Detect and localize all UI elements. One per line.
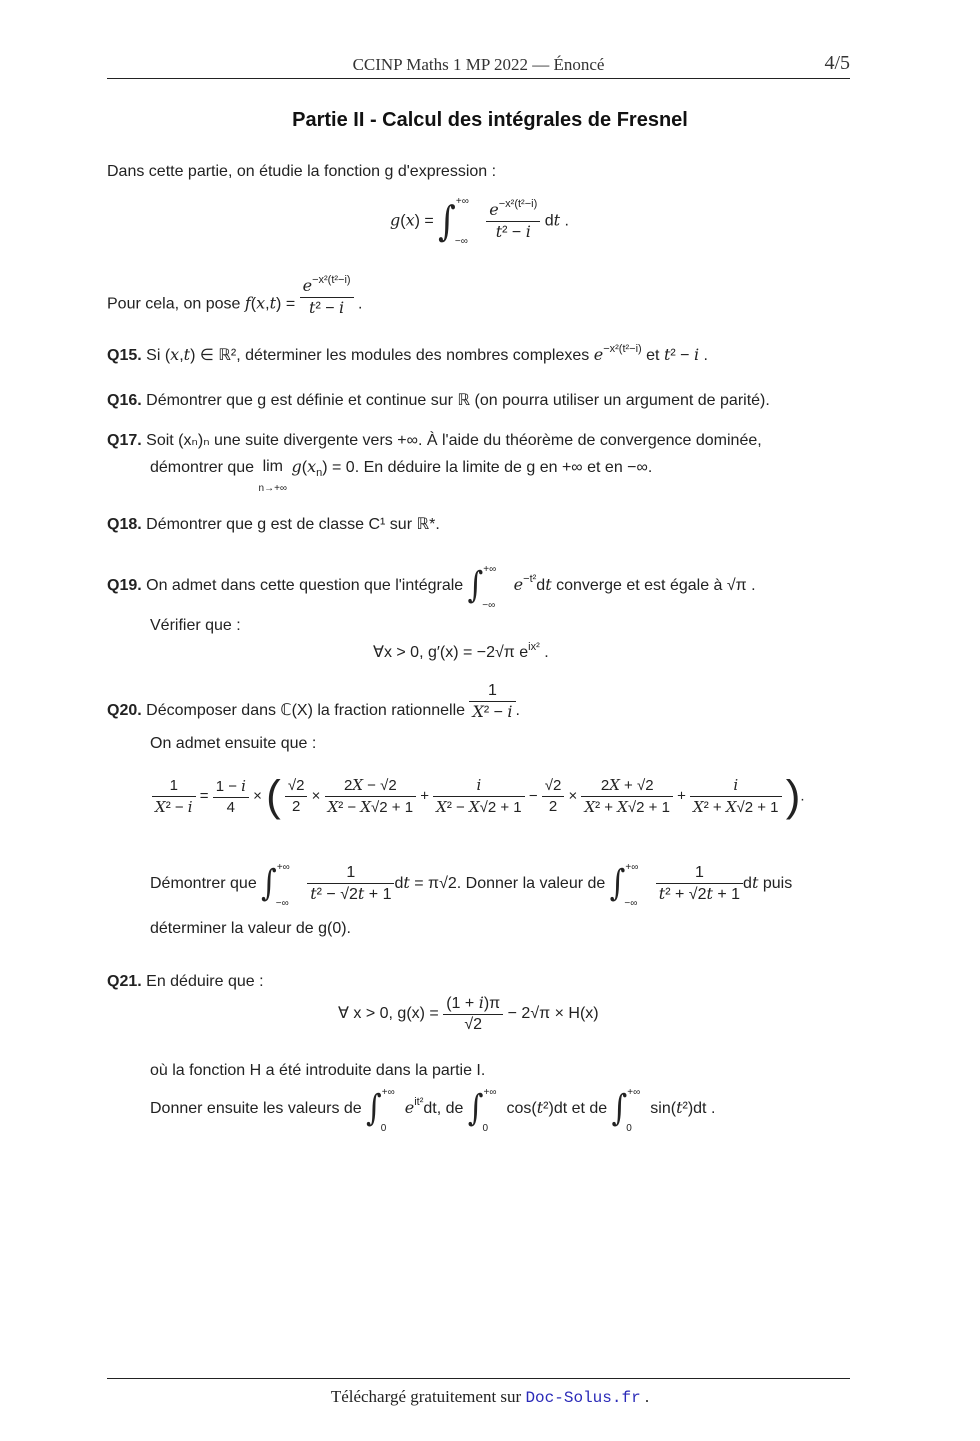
q21-text: En déduire que :: [146, 973, 264, 990]
question-18: [107, 515, 440, 535]
doc-solus-link[interactable]: Doc-Solus.fr: [525, 1389, 641, 1407]
q19-formula: ∀x > 0, g′(x) = −2√π $e^{ix^2}$ .: [373, 641, 549, 661]
q20-prove-b: . Donner la valeur de: [456, 875, 606, 893]
q20-prove: Démontrer que $\int^{+\infty}_{-\infty}$ $\frac{1}{\text{t² − √2t + 1}}$ dt = π√2. Donner la valeur de $\int^{+\infty}_{-\infty}$ $\frac{1}{\text{t² + √2t + 1}}$ dt puis: [150, 862, 793, 910]
pose-text: Pour cela, on pose: [107, 295, 241, 313]
q15-text-a: Si: [146, 347, 161, 364]
q16-text: Démontrer que g est définie et continue sur ℝ (on pourra utiliser un argument de parité).: [146, 392, 770, 409]
q19-text-a: On admet dans cette question que l'intégrale: [146, 577, 464, 594]
question-17-line2: démontrer que lim n→+∞ $g(x_n) = 0$. En déduire la limite de g en +∞ et en −∞.: [150, 457, 653, 494]
question-15: Q15. Si (x,t) ∈ ℝ², déterminer les modules des nombres complexes $e^{-x^2(t^2-i)}$ et t² − i .: [107, 343, 708, 364]
q21-give-a: Donner ensuite les valeurs de: [150, 1100, 362, 1117]
question-17: [107, 431, 762, 451]
q21-give-d: dt .: [693, 1100, 716, 1117]
q20-admit: On admet ensuite que :: [150, 735, 317, 752]
q21-give-b: dt, de: [423, 1100, 464, 1117]
q20-prove-a: Démontrer que: [150, 875, 257, 893]
footer-divider: [107, 1378, 850, 1379]
q21-formula-a: ∀ x > 0, g(x) =: [338, 1005, 439, 1023]
q17-line2b: . En déduire la limite de g en +∞ et en −∞.: [354, 459, 653, 476]
q20-last: déterminer la valeur de g(0).: [150, 920, 351, 937]
q19-formula-text: ∀x > 0, g′(x) = −2√π e: [373, 644, 529, 661]
part-title: Partie II - Calcul des intégrales de Fresnel: [292, 109, 688, 131]
page-header: [107, 54, 850, 79]
q21-number: Q21.: [107, 973, 142, 990]
q18-number: Q18.: [107, 516, 142, 533]
q20-prove-c: puis: [762, 875, 793, 893]
q19-verify: Vérifier que :: [150, 617, 241, 634]
q20-number: Q20.: [107, 702, 142, 720]
formula-g: $g(x) = \int^{+\infty}_{-\infty}$ $\frac{e^{-x^2(t^2-i)}}{\text{t² − i}}$ dt .: [390, 195, 569, 247]
question-16: [107, 391, 770, 411]
q21-formula: ∀ x > 0, g(x) = $\frac{(1 + i)\pi}{√2}$ − 2√π × H(x): [338, 993, 599, 1033]
q21-note: où la fonction H a été introduite dans la partie I.: [150, 1062, 486, 1079]
q21-formula-b: − 2√π × H(x): [507, 1005, 599, 1023]
q17-line1: Soit (xₙ)ₙ une suite divergente vers +∞. À l'aide du théorème de convergence dominée,: [146, 432, 762, 449]
q18-text: Démontrer que g est de classe C¹ sur ℝ*.: [146, 516, 440, 533]
q16-number: Q16.: [107, 392, 142, 409]
header-title: CCINP Maths 1 MP 2022 — Énoncé: [352, 55, 605, 74]
q21-give: Donner ensuite les valeurs de $\int^{+\infty}_0$ $e^{it^2}dt$, de $\int^{+\infty}_0$ cos(t²)dt et de $\int^{+\infty}_0$ sin(t²)dt .: [150, 1087, 716, 1134]
q19-text-b: converge et est égale à √π .: [556, 577, 756, 594]
q15-text-b: , déterminer les modules des nombres complexes: [236, 347, 590, 364]
q15-text-c: et: [646, 347, 660, 364]
footer-dot: .: [644, 1387, 650, 1406]
intro-text: Dans cette partie, on étudie la fonction g d'expression :: [107, 163, 497, 180]
q20-text-a: Décomposer dans ℂ(X) la fraction rationnelle: [146, 702, 466, 720]
question-20: Q20. Décomposer dans ℂ(X) la fraction rationnelle $\frac{1}{\text{X² − i}}$ .: [107, 682, 520, 721]
question-21: [107, 972, 264, 992]
page-footer: [0, 1387, 980, 1407]
footer-text: Téléchargé gratuitement sur: [330, 1387, 522, 1406]
q19-number: Q19.: [107, 577, 142, 594]
q17-line2a: démontrer que: [150, 459, 255, 476]
question-19: Q19. On admet dans cette question que l'intégrale $\int^{+\infty}_{-\infty}$ $e^{-t^2}dt$ converge et est égale à √π .: [107, 564, 756, 611]
q21-give-c: dt et de: [553, 1100, 608, 1117]
q15-number: Q15.: [107, 347, 142, 364]
decomposition-formula: $\frac{1}{\text{X² − i}}$ = $\frac{1 - i}{4}$ × ( $\frac{√2}{2}$ × $\frac{2X - √2}{\text{X² − X√2 + 1}}$ + $\frac{i}{\text{X² − X√2 + 1}}$ − $\frac{√2}{2}$ × $\frac{2X + √2}{\text{X² + X√2 + 1}}$ + $\frac{i}{\text{X² + X√2 + 1}}$ ).: [152, 775, 805, 818]
page-number: 4/5: [824, 52, 850, 74]
pose-line: Pour cela, on pose f(x,t) = $\frac{e^{-x^2(t^2-i)}}{\text{t² − i}}$ .: [107, 274, 363, 317]
q17-number: Q17.: [107, 432, 142, 449]
